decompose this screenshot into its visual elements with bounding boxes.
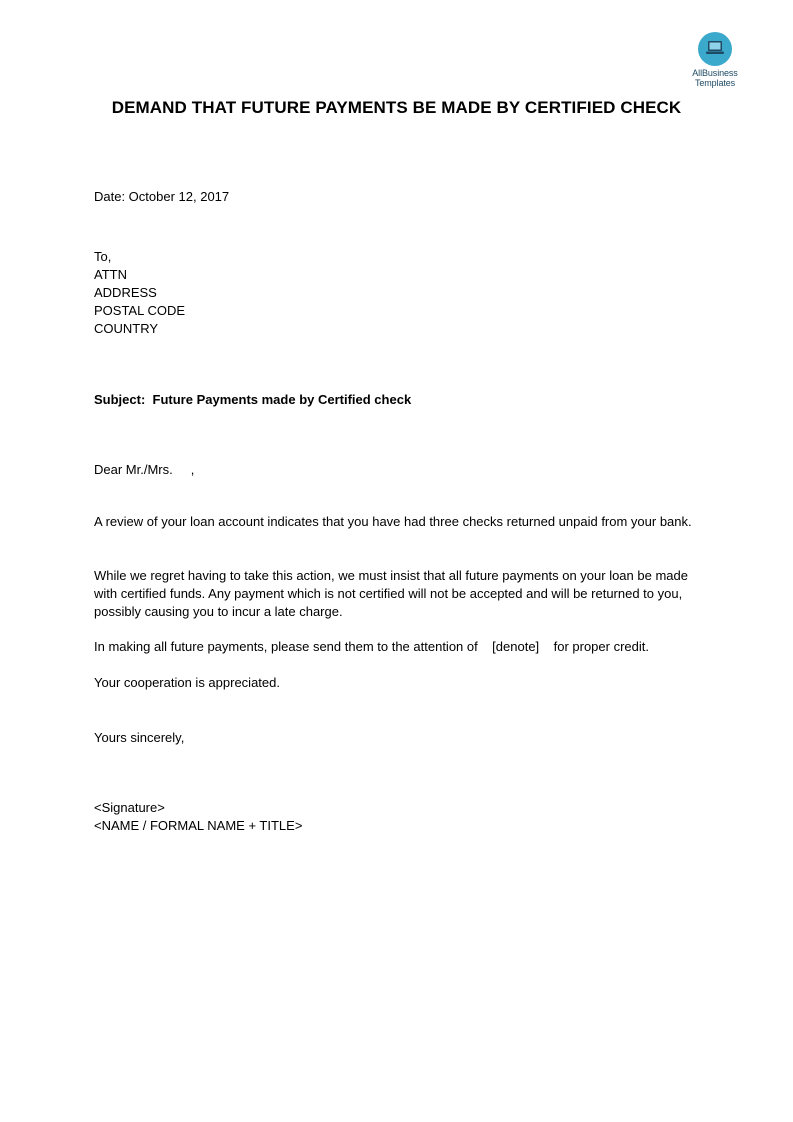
name-title-placeholder: <NAME / FORMAL NAME + TITLE> [94, 818, 303, 833]
paragraph-certified-funds: While we regret having to take this action, we must insist that all future payments on your loan be made with certified funds. Any payment which is not certified will not be accepted and will be returned to you, possibly causing you to incur a late charge. [94, 568, 688, 619]
logo-text-line2: Templates [694, 78, 736, 88]
allbusiness-logo [683, 32, 747, 88]
subject-label: Subject: [94, 392, 146, 407]
address-line: ADDRESS [94, 285, 157, 300]
paragraph-review: A review of your loan account indicates that you have had three checks returned unpaid from your bank. [94, 514, 692, 529]
address-country: COUNTRY [94, 321, 159, 336]
closing: Yours sincerely, [94, 730, 185, 745]
paragraph-cooperation: Your cooperation is appreciated. [94, 675, 280, 690]
paragraph-attention: In making all future payments, please send them to the attention of [denote] for proper credit. [94, 639, 649, 654]
logo-text-line1: AllBusiness [692, 68, 738, 78]
subject-text: Future Payments made by Certified check [152, 392, 412, 407]
address-attn: ATTN [94, 267, 127, 282]
document-title: DEMAND THAT FUTURE PAYMENTS BE MADE BY CERTIFIED CHECK [111, 98, 682, 117]
laptop-icon [698, 32, 732, 66]
address-to: To, [94, 249, 112, 264]
signature-placeholder: <Signature> [94, 800, 165, 815]
subject-line [94, 391, 411, 409]
address-postal-code: POSTAL CODE [94, 303, 186, 318]
letter-date: Date: October 12, 2017 [94, 189, 230, 204]
salutation: Dear Mr./Mrs. , [94, 462, 195, 477]
